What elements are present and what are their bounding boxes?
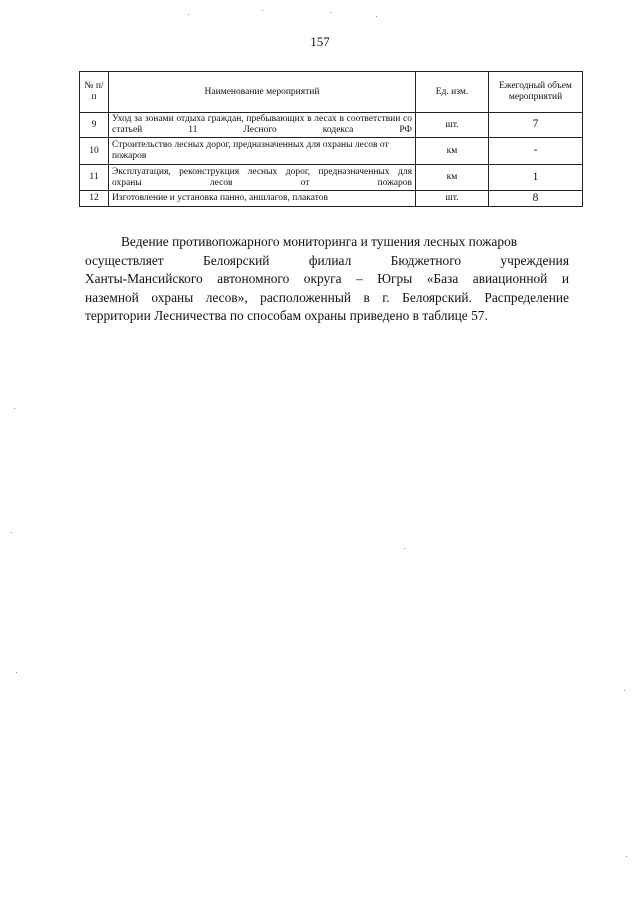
body-paragraph — [85, 233, 569, 326]
row-unit: шт. — [416, 191, 489, 207]
scan-speck — [14, 408, 15, 409]
paragraph-line: территории Лесничества по способам охраны приведено в таблице 57. — [85, 308, 488, 324]
table-header-row — [80, 72, 583, 113]
paragraph-line: наземной охраны лесов», расположенный в г. Белоярский. Распределение — [85, 289, 569, 305]
scan-speck — [376, 16, 377, 17]
row-num: 11 — [80, 165, 109, 191]
scan-speck — [16, 672, 17, 673]
header-unit: Ед. изм. — [416, 72, 489, 113]
paragraph-line: Ведение противопожарного мониторинга и тушения лесных пожаров — [121, 234, 518, 249]
row-volume: 8 — [489, 191, 583, 207]
row-unit: км — [416, 165, 489, 191]
row-name: Изготовление и установка панно, аншлагов, плакатов — [109, 191, 416, 207]
row-volume: - — [489, 138, 583, 165]
paragraph-line: осуществляет Белоярский филиал Бюджетного учреждения — [85, 252, 569, 268]
header-name: Наименование мероприятий — [109, 72, 416, 113]
header-num: № п/п — [80, 72, 109, 113]
row-name: Строительство лесных дорог, предназначенных для охраны лесов от пожаров — [109, 138, 416, 165]
row-unit: шт. — [416, 113, 489, 138]
row-name: Уход за зонами отдыха граждан, пребывающих в лесах в соответствии со статьей 11 Лесного кодекса РФ — [109, 113, 416, 138]
row-unit: км — [416, 138, 489, 165]
row-num: 9 — [80, 113, 109, 138]
scan-speck — [262, 10, 263, 11]
paragraph-line: Ханты-Мансийского автономного округа – Югры «База авиационной и — [85, 271, 569, 287]
table-row — [80, 165, 583, 191]
table-row — [80, 191, 583, 207]
row-num: 10 — [80, 138, 109, 165]
scan-speck — [626, 856, 627, 857]
row-num: 12 — [80, 191, 109, 207]
row-volume: 7 — [489, 113, 583, 138]
scan-speck — [404, 548, 405, 549]
scan-speck — [624, 690, 625, 691]
measures-table — [79, 71, 583, 207]
scan-speck — [330, 12, 331, 13]
header-volume: Ежегодный объем мероприятий — [489, 72, 583, 113]
scan-speck — [11, 532, 12, 533]
page-number: 157 — [310, 34, 330, 49]
table-row — [80, 113, 583, 138]
scan-speck — [188, 14, 189, 15]
row-volume: 1 — [489, 165, 583, 191]
table-row — [80, 138, 583, 165]
row-name: Эксплуатация, реконструкция лесных дорог, предназначенных для охраны лесов от пожаров — [109, 165, 416, 191]
